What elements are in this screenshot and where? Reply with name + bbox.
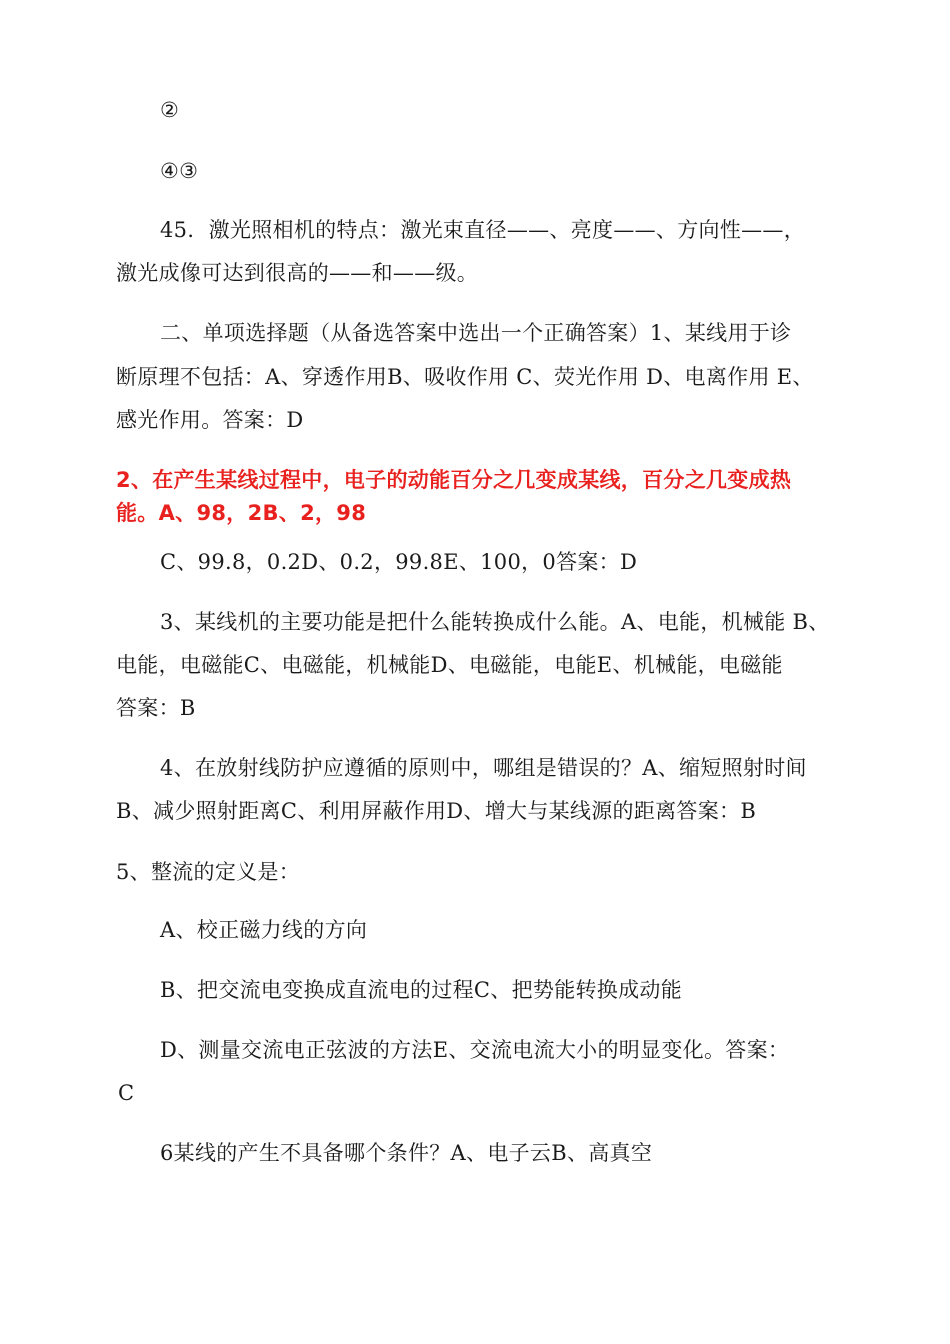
text-line-19: D、测量交流电正弦波的方法E、交流电流大小的明显变化。答案： [160,1038,790,1062]
text-line-7: 感光作用。答案：D [116,408,304,432]
text-line-15: B、减少照射距离C、利用屏蔽作用D、增大与某线源的距离答案：B [116,799,757,823]
text-line-14: 4、在放射线防护应遵循的原则中，哪组是错误的？A、缩短照射时间 [160,756,807,780]
text-line-20: C [118,1081,135,1105]
text-line-16: 5、整流的定义是： [116,860,301,884]
text-line-6: 断原理不包括：A、穿透作用B、吸收作用 C、荧光作用 D、电离作用 E、 [116,365,814,389]
text-line-1: ② [160,98,180,122]
text-line-3: 45．激光照相机的特点：激光束直径——、亮度——、方向性——， [160,218,806,242]
text-line-10: C、99.8，0.2D、0.2，99.8E、100，0答案：D [160,550,638,574]
text-line-18: B、把交流电变换成直流电的过程C、把势能转换成动能 [160,978,682,1002]
highlighted-question-line-1: 2、在产生某线过程中，电子的动能百分之几变成某线，百分之几变成热 [116,468,792,492]
text-line-5: 二、单项选择题（从备选答案中选出一个正确答案）1、某线用于诊 [160,321,792,345]
text-line-11: 3、某线机的主要功能是把什么能转换成什么能。A、电能，机械能 B、 [160,610,830,634]
text-line-21: 6某线的产生不具备哪个条件？A、电子云B、高真空 [160,1141,653,1165]
text-line-4: 激光成像可达到很高的——和——级。 [116,261,479,285]
highlighted-question-line-2: 能。A、98，2B、2，98 [116,501,367,525]
text-line-17: A、校正磁力线的方向 [160,918,368,942]
text-line-12: 电能，电磁能C、电磁能，机械能D、电磁能，电能E、机械能，电磁能 [116,653,783,677]
text-line-13: 答案：B [116,696,196,720]
text-line-2: ④③ [160,159,199,183]
